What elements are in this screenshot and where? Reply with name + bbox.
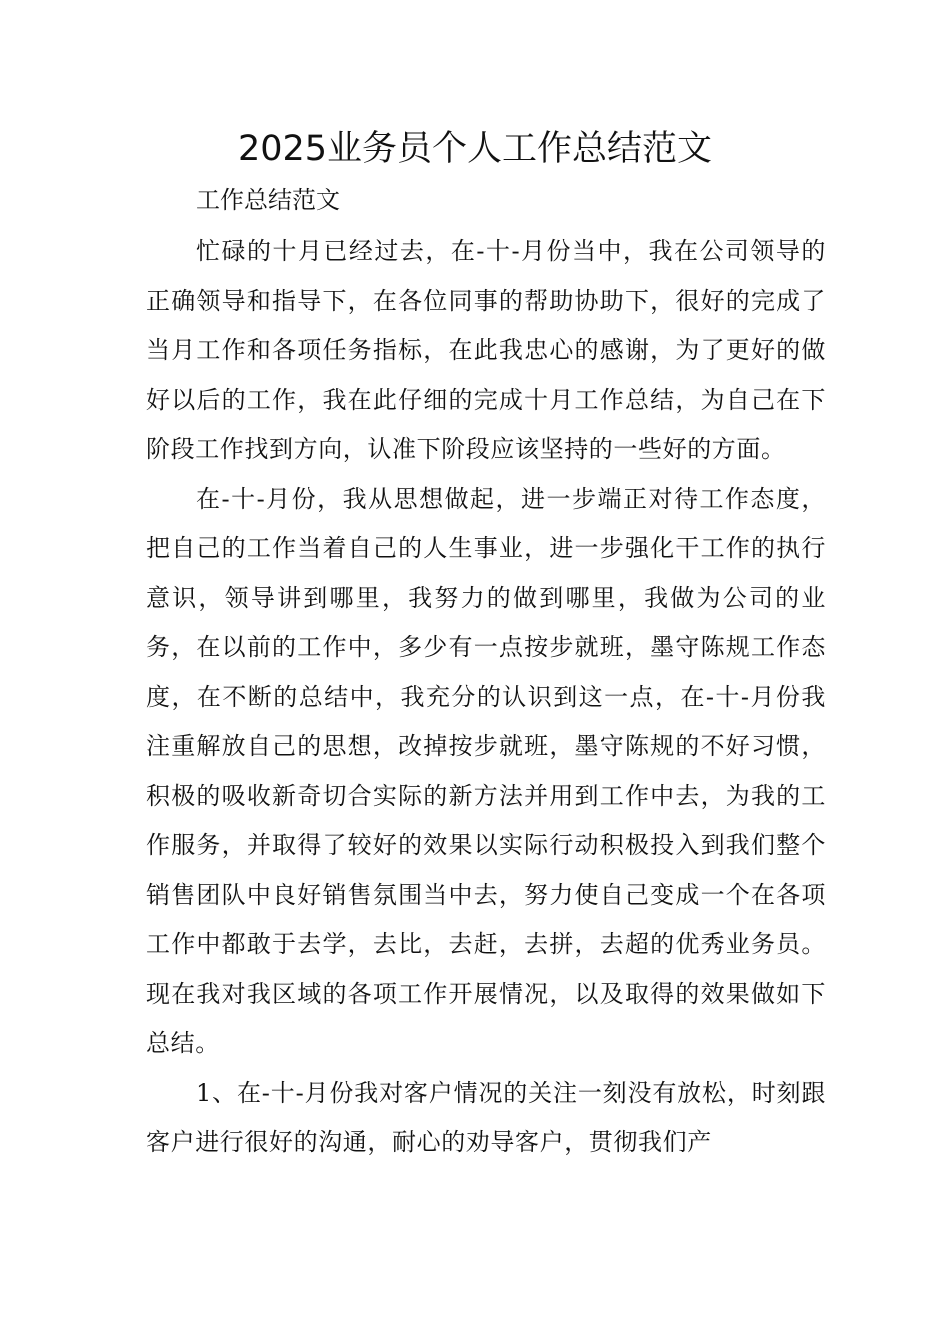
document-body — [146, 227, 826, 1168]
paragraph-intro: 忙碌的十月已经过去，在-十-月份当中，我在公司领导的正确领导和指导下，在各位同事的帮助协助下，很好的完成了当月工作和各项任务指标，在此我忠心的感谢，为了更好的做好以后的工作，我在此仔细的完成十月工作总结，为自己在下阶段工作找到方向，认准下阶段应该坚持的一些好的方面。 — [146, 237, 826, 463]
document-title: 2025业务员个人工作总结范文 — [237, 129, 713, 169]
paragraph-attitude: 在-十-月份，我从思想做起，进一步端正对待工作态度，把自己的工作当着自己的人生事业，进一步强化干工作的执行意识，领导讲到哪里，我努力的做到哪里，我做为公司的业务，在以前的工作中，多少有一点按步就班，墨守陈规工作态度，在不断的总结中，我充分的认识到这一点，在-十-月份我注重解放自己的思想，改掉按步就班，墨守陈规的不好习惯，积极的吸收新奇切合实际的新方法并用到工作中去，为我的工作服务，并取得了较好的效果以实际行动积极投入到我们整个销售团队中良好销售氛围当中去，努力使自己变成一个在各项工作中都敢于去学，去比，去赶，去拼，去超的优秀业务员。现在我对我区域的各项工作开展情况，以及取得的效果做如下总结。 — [146, 484, 826, 1057]
document-subtitle: 工作总结范文 — [196, 186, 340, 214]
paragraph-item-1: 1、在-十-月份我对客户情况的关注一刻没有放松，时刻跟客户进行很好的沟通，耐心的劝导客户，贯彻我们产 — [146, 1078, 826, 1156]
